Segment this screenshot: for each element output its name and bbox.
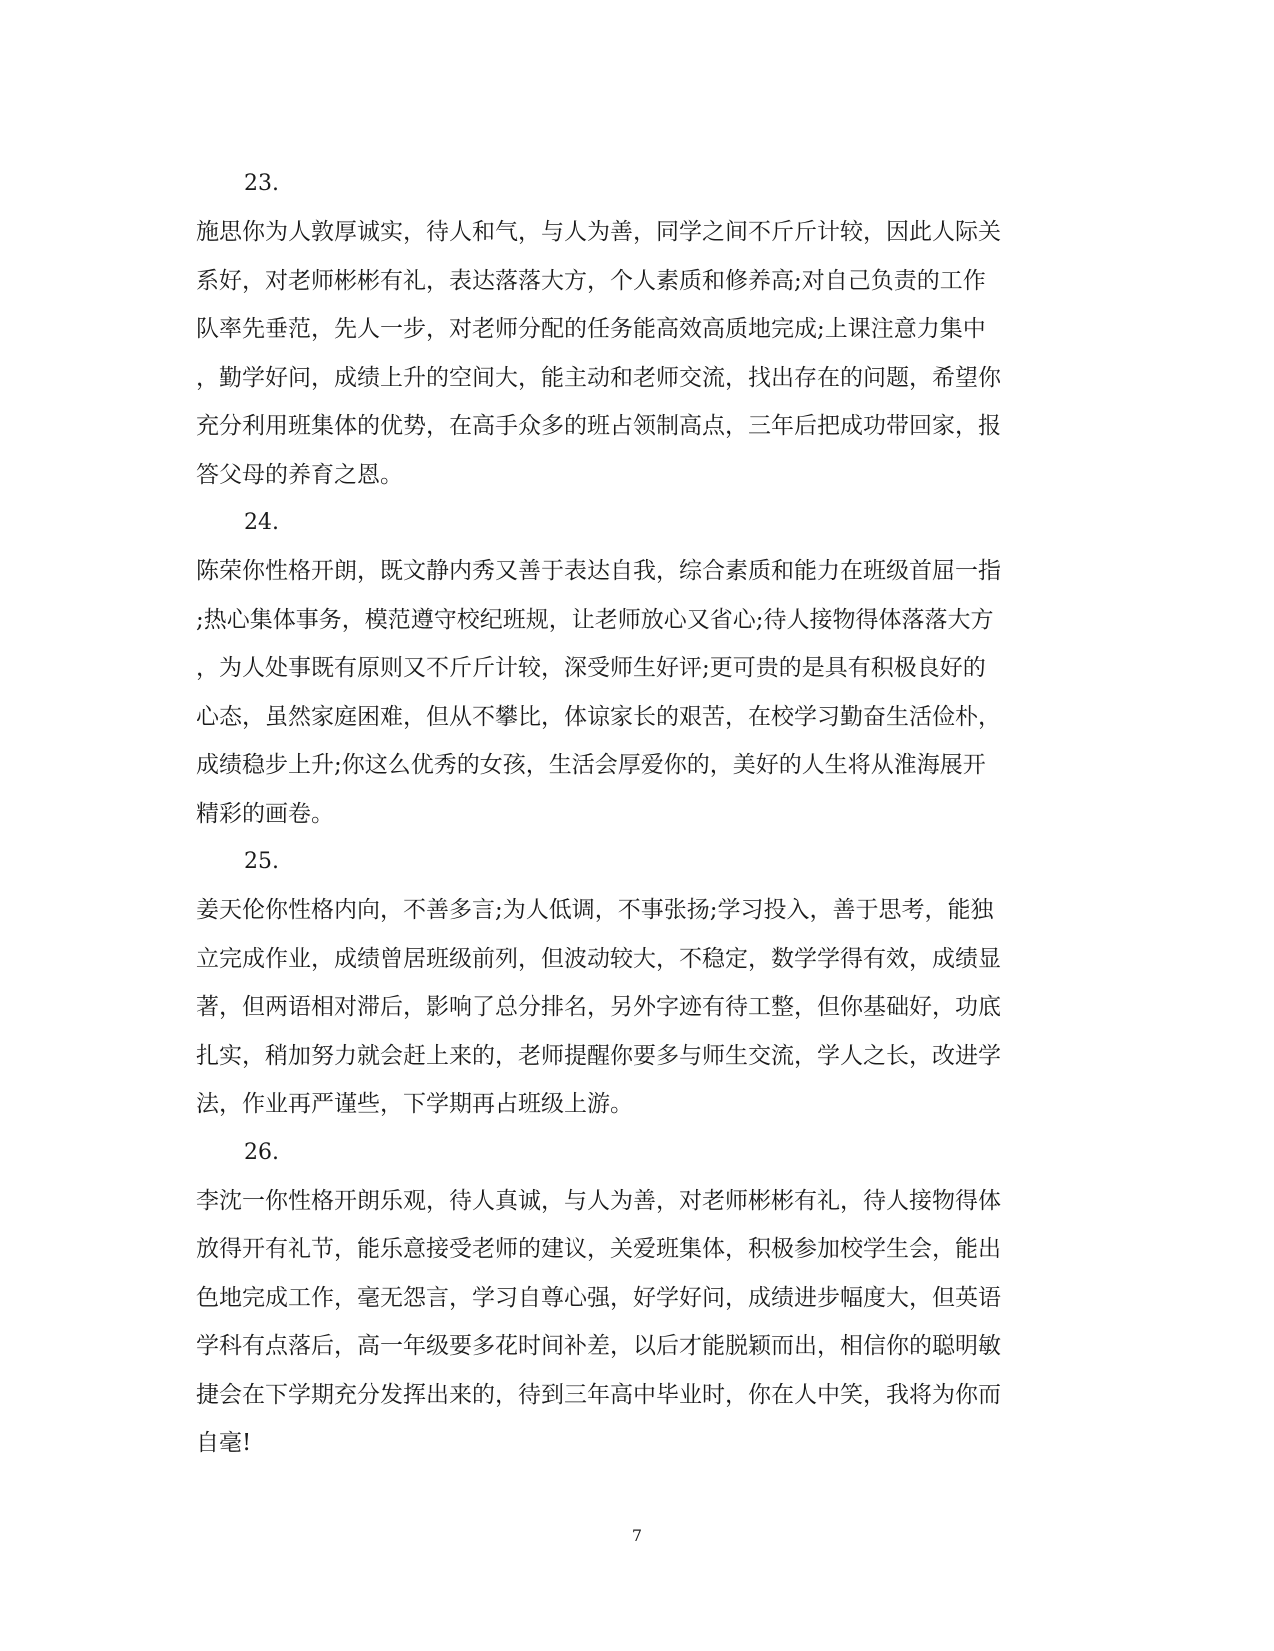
entry-text-line: 立完成作业，成绩曾居班级前列，但波动较大，不稳定，数学学得有效，成绩显 bbox=[196, 945, 1001, 972]
entry-text-line: 精彩的画卷。 bbox=[196, 800, 334, 827]
entry-text-line: 法，作业再严谨些，下学期再占班级上游。 bbox=[196, 1091, 633, 1117]
entry-text-line: 自毫! bbox=[196, 1430, 252, 1456]
entry-text-line: 施思你为人敦厚诚实，待人和气，与人为善，同学之间不斤斤计较，因此人际关 bbox=[196, 219, 1001, 245]
entry-text-line: ，为人处事既有原则又不斤斤计较，深受师生好评;更可贵的是具有积极良好的 bbox=[196, 655, 986, 681]
entry-text-line: 队率先垂范，先人一步，对老师分配的任务能高效高质地完成;上课注意力集中 bbox=[196, 316, 986, 342]
document-body bbox=[196, 160, 1076, 1468]
entry-text-line: 著，但两语相对滞后，影响了总分排名，另外字迹有待工整，但你基础好，功底 bbox=[196, 994, 1001, 1020]
entry-text-line: 李沈一你性格开朗乐观，待人真诚，与人为善，对老师彬彬有礼，待人接物得体 bbox=[196, 1187, 1001, 1214]
comment-entry bbox=[196, 838, 1076, 1129]
entry-number: 23. bbox=[244, 171, 279, 196]
entry-text-line: 心态，虽然家庭困难，但从不攀比，体谅家长的艰苦，在校学习勤奋生活俭朴， bbox=[196, 703, 1001, 730]
page-number: 7 bbox=[631, 1526, 643, 1545]
comment-entry bbox=[196, 499, 1076, 838]
comment-entry bbox=[196, 160, 1076, 499]
entry-text-line: 成绩稳步上升;你这么优秀的女孩，生活会厚爱你的，美好的人生将从淮海展开 bbox=[196, 752, 986, 778]
entry-text-line: ;热心集体事务，模范遵守校纪班规，让老师放心又省心;待人接物得体落落大方 bbox=[196, 606, 994, 633]
entry-text-line: 系好，对老师彬彬有礼，表达落落大方，个人素质和修养高;对自己负责的工作 bbox=[196, 267, 986, 294]
entry-number: 24. bbox=[244, 510, 279, 535]
entry-text-line: 扎实，稍加努力就会赶上来的，老师提醒你要多与师生交流，学人之长，改进学 bbox=[196, 1042, 1001, 1069]
entry-text-line: ，勤学好问，成绩上升的空间大，能主动和老师交流，找出存在的问题，希望你 bbox=[196, 364, 1001, 391]
comment-entry bbox=[196, 1129, 1076, 1468]
entry-text-line: 充分利用班集体的优势，在高手众多的班占领制高点，三年后把成功带回家，报 bbox=[196, 413, 1001, 439]
entry-text-line: 答父母的养育之恩。 bbox=[196, 461, 403, 488]
entry-text-line: 学科有点落后，高一年级要多花时间补差，以后才能脱颖而出，相信你的聪明敏 bbox=[196, 1333, 1001, 1359]
entry-number: 25. bbox=[244, 849, 279, 874]
entry-text-line: 捷会在下学期充分发挥出来的，待到三年高中毕业时，你在人中笑，我将为你而 bbox=[196, 1381, 1001, 1408]
entry-text-line: 陈荣你性格开朗，既文静内秀又善于表达自我，综合素质和能力在班级首屈一指 bbox=[196, 558, 1001, 584]
entry-text-line: 放得开有礼节，能乐意接受老师的建议，关爱班集体，积极参加校学生会，能出 bbox=[196, 1236, 1001, 1262]
entry-text-line: 姜天伦你性格内向，不善多言;为人低调，不事张扬;学习投入，善于思考，能独 bbox=[196, 897, 994, 923]
entry-text-line: 色地完成工作，毫无怨言，学习自尊心强，好学好问，成绩进步幅度大，但英语 bbox=[196, 1284, 1001, 1311]
entry-number: 26. bbox=[244, 1139, 279, 1165]
